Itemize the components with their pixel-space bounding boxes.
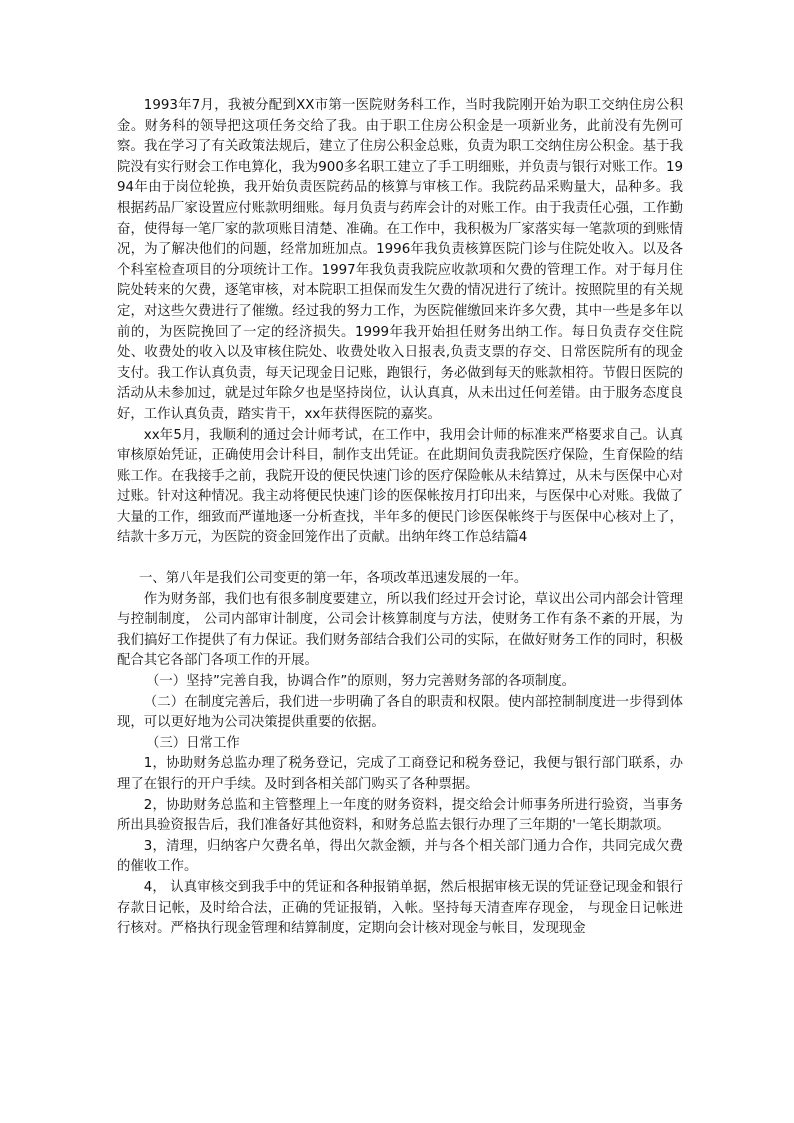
body-paragraph-1: 1993年7月，我被分配到XX市第一医院财务科工作，当时我院刚开始为职工交纳住房公积金。财务科的领导把这项任务交给了我。由于职工住房公积金是一项新业务，此前没有先例可察。我在学习了有关政策法规后，建立了住房公积金总账，负责为职工交纳住房公积金。基于我院没有实行财会工作电算化，我为900多名职工建立了手工明细账，并负责与银行对账工作。1994年由于岗位轮换，我开始负责医院药品的核算与审核工作。我院药品采购量大，品种多。我根据药品厂家设置应付账款明细账。每月负责与药库会计的对账工作。由于我责任心强，工作勤奋，使得每一笔厂家的款项账目清楚、准确。在工作中，我积极为厂家落实每一笔款项的到账情况，为了解决他们的问题，经常加班加点。1996年我负责核算医院门诊与住院处收入。以及各个科室检查项目的分项统计工作。1997年我负责我院应收款项和欠费的管理工作。对于每月住院处转来的欠费，逐笔审核，对本院职工担保而发生欠费的情况进行了统计。按照院里的有关规定，对这些欠费进行了催缴。经过我的努力工作，为医院催缴回来许多欠费，其中一些是多年以前的，为医院挽回了一定的经济损失。1999年我开始担任财务出纳工作。每日负责存交住院处、收费处的收入以及审核住院处、收费处收入日报表,负责支票的存交、日常医院所有的现金支付。我工作认真负责，每天记现金日记账，跑银行，务必做到每天的账款相符。节假日医院的活动从未参加过，就是过年除夕也是坚持岗位，认认真真，从未出过任何差错。由于服务态度良好，工作认真负责，踏实肯干，xx年获得医院的嘉奖。: [117, 98, 683, 422]
intro-paragraph: 作为财务部，我们也有很多制度要建立，所以我们经过开会讨论，草议出公司内部会计管理与控制制度， 公司内部审计制度，公司会计核算制度与方法，使财务工作有条不紊的开展，为我们搞好工作提供了有力保证。我们财务部结合我们公司的实际，在做好财务工作的同时，积极配合其它各部门各项工作的开展。: [117, 591, 683, 669]
document-page: [117, 96, 683, 940]
task-item-1: 1，协助财务总监办理了税务登记，完成了工商登记和税务登记，我便与银行部门联系，办理了在银行的开户手续。及时到各相关部门购买了各种票据。: [117, 756, 683, 792]
task-item-2: 2，协助财务总监和主管整理上一年度的财务资料，提交给会计师事务所进行验资，当事务所出具验资报告后，我们准备好其他资料，和财务总监去银行办理了三年期的'一笔长期款项。: [117, 797, 683, 834]
task-item-4: 4， 认真审核交到我手中的凭证和各种报销单据，然后根据审核无误的凭证登记现金和银行存款日记帐，及时给合法，正确的凭证报销，入帐。坚持每天清查库存现金， 与现金日记帐进行核对。严格执行现金管理和结算制度，定期向会计核对现金与帐目，发现现金: [117, 879, 683, 937]
list-item-principle: （一）坚持”完善自我，协调合作”的原则，努力完善财务部的各项制度。: [146, 674, 575, 690]
body-paragraph-2: xx年5月，我顺利的通过会计师考试，在工作中，我用会计师的标准来严格要求自己。认真审核原始凭证，正确使用会计科目，制作支出凭证。在此期间负责我院医疗保险，生育保险的结账工作。在我接手之前，我院开设的便民快速门诊的医疗保险帐从未结算过，从未与医保中心对过账。针对这种情况。我主动将便民快速门诊的医保帐按月打印出来，与医保中心对账。我做了大量的工作，细致而严谨地逐一分析查找，半年多的便民门诊医保帐终于与医保中心核对上了，结款十多万元，为医院的资金回笼作出了贡献。出纳年终工作总结篇4: [117, 427, 683, 546]
section-heading: 一、第八年是我们公司变更的第一年，各项改革迅速发展的一年。: [139, 571, 528, 587]
paragraph-spacer: [117, 549, 683, 569]
list-item-responsibilities: （二）在制度完善后，我们进一步明确了各自的职责和权限。使内部控制制度进一步得到体现，可以更好地为公司决策提供重要的依据。: [117, 694, 683, 731]
task-item-3: 3，清理，归纳客户欠费名单，得出欠款金额，并与各个相关部门通力合作，共同完成欠费的催收工作。: [117, 838, 683, 875]
list-item-daily-work: （三）日常工作: [146, 735, 240, 751]
